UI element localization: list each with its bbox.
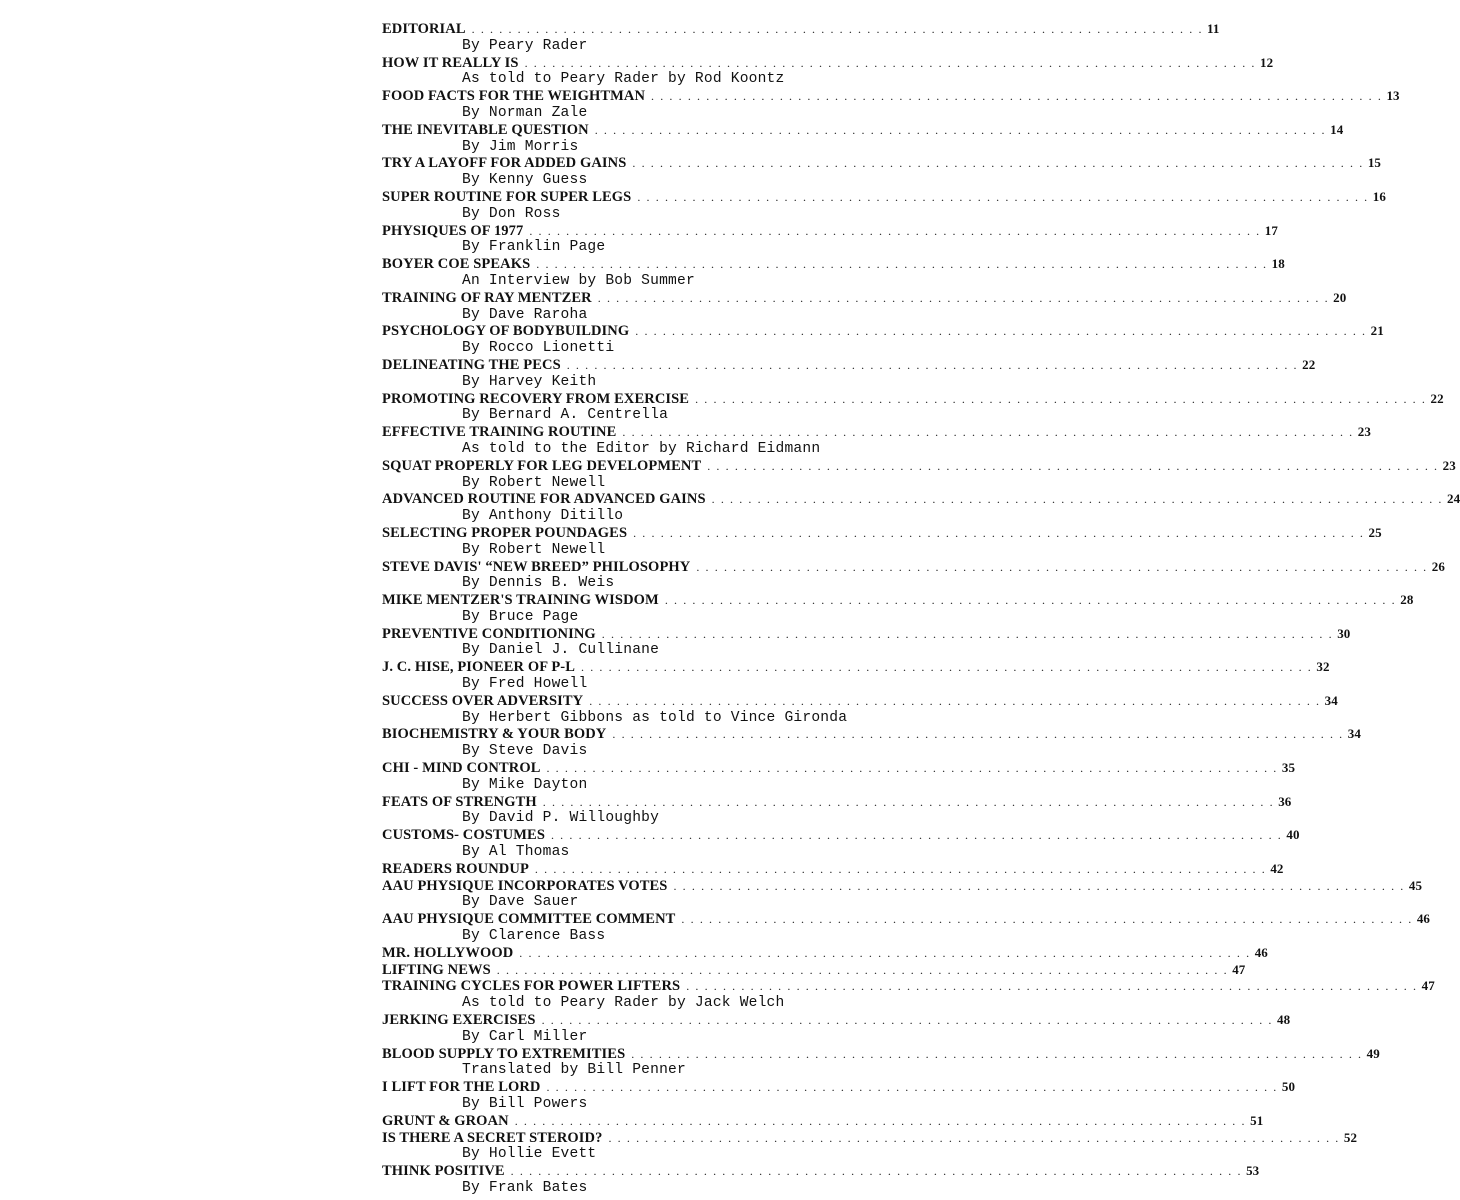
article-title: MIKE MENTZER'S TRAINING WISDOM: [382, 592, 659, 609]
article-title: PSYCHOLOGY OF BODYBUILDING: [382, 323, 630, 340]
toc-title-line: [382, 592, 1414, 609]
leader-dots: . . . . . . . . . . . . . . . . . . . . . . . . . . . . . . . . . . . . . . . . . . . . . . . . . . . . . . . . . . . . . . . . . . . . . . . . . . . . . . . .: [566, 357, 1299, 372]
toc-title-line: [382, 524, 1382, 542]
leader-dots: . . . . . . . . . . . . . . . . . . . . . . . . . . . . . . . . . . . . . . . . . . . . . . . . . . . . . . . . . . . . . . . . . . . . . . . . . . . . . . . .: [546, 761, 1278, 776]
toc-entry: [382, 944, 1268, 962]
leader-dots: . . . . . . . . . . . . . . . . . . . . . . . . . . . . . . . . . . . . . . . . . . . . . . . . . . . . . . . . . . . . . . . . . . . . . . . . . . . . . . . .: [632, 156, 1364, 171]
leader-dots: . . . . . . . . . . . . . . . . . . . . . . . . . . . . . . . . . . . . . . . . . . . . . . . . . . . . . . . . . . . . . . . . . . . . . . . . . . . . . . . .: [510, 1164, 1243, 1179]
leader-dots: . . . . . . . . . . . . . . . . . . . . . . . . . . . . . . . . . . . . . . . . . . . . . . . . . . . . . . . . . . . . . . . . . . . . . . . . . . . . . . . .: [673, 878, 1405, 893]
article-byline: By Peary Rader: [462, 37, 588, 54]
article-byline: By Bill Powers: [462, 1096, 588, 1112]
article-byline: By Don Ross: [462, 205, 561, 222]
leader-dots: . . . . . . . . . . . . . . . . . . . . . . . . . . . . . . . . . . . . . . . . . . . . . . . . . . . . . . . . . . . . . . . . . . . . . . . . . . . . . . . .: [695, 391, 1427, 406]
toc-title-line: [382, 21, 1220, 38]
leader-dots: . . . . . . . . . . . . . . . . . . . . . . . . . . . . . . . . . . . . . . . . . . . . . . . . . . . . . . . . . . . . . . . . . . . . . . . . . . . . . . . .: [622, 425, 1354, 440]
toc-title-line: [382, 625, 1351, 643]
leader-dots: . . . . . . . . . . . . . . . . . . . . . . . . . . . . . . . . . . . . . . . . . . . . . . . . . . . . . . . . . . . . . . . . . . . . . . . . . . . . . . . .: [681, 912, 1413, 927]
page-number: 45: [1408, 877, 1423, 893]
leader-dots: . . . . . . . . . . . . . . . . . . . . . . . . . . . . . . . . . . . . . . . . . . . . . . . . . . . . . . . . . . . . . . . . . . . . . . . . . . . . . . . .: [696, 559, 1428, 574]
toc-entry: [382, 524, 1382, 559]
toc-entry: [382, 1163, 1260, 1197]
article-byline: By Herbert Gibbons as told to Vince Gironda: [462, 709, 848, 726]
leader-dots: . . . . . . . . . . . . . . . . . . . . . . . . . . . . . . . . . . . . . . . . . . . . . . . . . . . . . . . . . . . . . . . . . . . . . . . . . . . . . . . .: [534, 861, 1267, 876]
toc-entry: [382, 491, 1460, 525]
article-byline: By Robert Newell: [462, 541, 606, 558]
toc-title-line: [382, 726, 1361, 743]
article-byline: By Dennis B. Weis: [462, 575, 615, 592]
article-byline: By Harvey Keith: [462, 373, 597, 390]
leader-dots: . . . . . . . . . . . . . . . . . . . . . . . . . . . . . . . . . . . . . . . . . . . . . . . . . . . . . . . . . . . . . . . . . . . . . . . . . . . . . . . .: [550, 828, 1283, 843]
page-number: 22: [1430, 390, 1444, 406]
page-number: 46: [1416, 911, 1431, 927]
toc-title-line: [382, 323, 1384, 340]
toc-entry: [382, 877, 1423, 912]
article-title: SUPER ROUTINE FOR SUPER LEGS: [382, 188, 632, 205]
page-number: 16: [1372, 188, 1386, 204]
page-number: 18: [1271, 256, 1285, 272]
toc-title-line: [382, 1012, 1291, 1029]
article-byline: By Kenny Guess: [462, 172, 588, 189]
toc-entry: [382, 323, 1384, 357]
toc-title-line: [382, 222, 1278, 240]
article-title: EDITORIAL: [382, 21, 466, 37]
article-byline: By Bernard A. Centrella: [462, 407, 669, 424]
toc-title-line: [382, 424, 1371, 441]
page-number: 36: [1278, 793, 1292, 809]
toc-entry: [382, 54, 1274, 89]
article-byline: By Al Thomas: [462, 844, 570, 861]
toc-title-line: [382, 256, 1285, 273]
toc-title-line: [382, 390, 1444, 408]
article-title: GRUNT & GROAN: [382, 1112, 509, 1129]
toc-entry: [382, 558, 1445, 593]
leader-dots: . . . . . . . . . . . . . . . . . . . . . . . . . . . . . . . . . . . . . . . . . . . . . . . . . . . . . . . . . . . . . . . . . . . . . . . . . . . . . . . .: [594, 122, 1327, 137]
toc-entry: [382, 289, 1347, 324]
toc-title-line: [382, 491, 1460, 508]
article-title: SUCCESS OVER ADVERSITY: [382, 692, 584, 709]
leader-dots: . . . . . . . . . . . . . . . . . . . . . . . . . . . . . . . . . . . . . . . . . . . . . . . . . . . . . . . . . . . . . . . . . . . . . . . . . . . . . . . .: [536, 257, 1268, 272]
article-byline: By Hollie Evett: [462, 1146, 597, 1163]
leader-dots: . . . . . . . . . . . . . . . . . . . . . . . . . . . . . . . . . . . . . . . . . . . . . . . . . . . . . . . . . . . . . . . . . . . . . . . . . . . . . . . .: [651, 89, 1383, 104]
toc-title-line: [382, 289, 1347, 307]
article-title: PREVENTIVE CONDITIONING: [382, 625, 596, 642]
toc-title-line: [382, 1129, 1358, 1147]
article-title: THINK POSITIVE: [382, 1163, 505, 1180]
page-number: 42: [1270, 860, 1284, 876]
article-byline: As told to Peary Rader by Rod Koontz: [462, 71, 785, 88]
leader-dots: . . . . . . . . . . . . . . . . . . . . . . . . . . . . . . . . . . . . . . . . . . . . . . . . . . . . . . . . . . . . . . . . . . . . . . . . . . . . . . . .: [597, 290, 1330, 305]
toc-title-line: [382, 88, 1400, 105]
leader-dots: . . . . . . . . . . . . . . . . . . . . . . . . . . . . . . . . . . . . . . . . . . . . . . . . . . . . . . . . . . . . . . . . . . . . . . . . . . . . . . . .: [542, 794, 1275, 809]
leader-dots: . . . . . . . . . . . . . . . . . . . . . . . . . . . . . . . . . . . . . . . . . . . . . . . . . . . . . . . . . . . . . . . . . . . . . . . . . . . . . . . .: [637, 189, 1369, 204]
leader-dots: . . . . . . . . . . . . . . . . . . . . . . . . . . . . . . . . . . . . . . . . . . . . . . . . . . . . . . . . . . . . . . . . . . . . . . . . . . . . . . . .: [546, 1080, 1278, 1095]
article-title: MR. HOLLYWOOD: [382, 944, 514, 961]
page-number: 34: [1324, 692, 1338, 708]
article-byline: By Norman Zale: [462, 104, 588, 121]
toc-title-line: [382, 692, 1338, 710]
toc-entry: [382, 726, 1361, 760]
toc-entry: [382, 827, 1300, 861]
leader-dots: . . . . . . . . . . . . . . . . . . . . . . . . . . . . . . . . . . . . . . . . . . . . . . . . . . . . . . . . . . . . . . . . . . . . . . . . . . . . . . . .: [601, 626, 1334, 641]
toc-title-line: [382, 188, 1386, 206]
article-title: HOW IT REALLY IS: [382, 54, 519, 71]
article-title: SELECTING PROPER POUNDAGES: [382, 524, 628, 541]
article-title: BLOOD SUPPLY TO EXTREMITIES: [382, 1045, 626, 1062]
page-number: 21: [1370, 323, 1384, 339]
page-number: 23: [1357, 424, 1371, 440]
toc-entry: [382, 256, 1285, 290]
toc-entry: [382, 21, 1220, 55]
page-number: 13: [1386, 88, 1400, 104]
toc-title-line: [382, 121, 1344, 139]
leader-dots: . . . . . . . . . . . . . . . . . . . . . . . . . . . . . . . . . . . . . . . . . . . . . . . . . . . . . . . . . . . . . . . . . . . . . . . . . . . . . . . .: [581, 660, 1313, 675]
article-title: BIOCHEMISTRY & YOUR BODY: [382, 726, 607, 743]
article-title: CHI - MIND CONTROL: [382, 760, 541, 777]
toc-entry: [382, 1045, 1380, 1080]
page-number: 48: [1277, 1012, 1291, 1028]
toc-title-line: [382, 1163, 1260, 1180]
toc-entry: [382, 222, 1278, 257]
toc-title-line: [382, 1112, 1264, 1130]
article-title: READERS ROUNDUP: [382, 860, 529, 877]
page-number: 20: [1333, 289, 1347, 305]
article-byline: By Clarence Bass: [462, 928, 606, 945]
leader-dots: . . . . . . . . . . . . . . . . . . . . . . . . . . . . . . . . . . . . . . . . . . . . . . . . . . . . . . . . . . . . . . . . . . . . . . . . . . . . . . . .: [496, 962, 1229, 977]
toc-title-line: [382, 944, 1268, 962]
toc-title-line: [382, 961, 1246, 979]
toc-title-line: [382, 911, 1431, 928]
leader-dots: . . . . . . . . . . . . . . . . . . . . . . . . . . . . . . . . . . . . . . . . . . . . . . . . . . . . . . . . . . . . . . . . . . . . . . . . . . . . . . . .: [519, 945, 1251, 960]
page-number: 15: [1367, 155, 1382, 171]
page-number: 14: [1330, 121, 1344, 137]
leader-dots: . . . . . . . . . . . . . . . . . . . . . . . . . . . . . . . . . . . . . . . . . . . . . . . . . . . . . . . . . . . . . . . . . . . . . . . . . . . . . . . .: [541, 1013, 1273, 1028]
article-title: SQUAT PROPERLY FOR LEG DEVELOPMENT: [382, 457, 702, 474]
toc-entry: [382, 88, 1400, 122]
toc-entry: [382, 424, 1371, 458]
toc-title-line: [382, 978, 1435, 995]
article-byline: By David P. Willoughby: [462, 810, 660, 827]
leader-dots: . . . . . . . . . . . . . . . . . . . . . . . . . . . . . . . . . . . . . . . . . . . . . . . . . . . . . . . . . . . . . . . . . . . . . . . . . . . . . . . .: [612, 727, 1344, 742]
article-byline: By Robert Newell: [462, 474, 606, 491]
toc-entry: [382, 860, 1284, 878]
toc-title-line: [382, 356, 1316, 374]
toc-entry: [382, 911, 1431, 945]
toc-entry: [382, 155, 1382, 189]
article-byline: By Mike Dayton: [462, 776, 588, 793]
toc-entry: [382, 978, 1435, 1012]
article-title: EFFECTIVE TRAINING ROUTINE: [382, 424, 617, 441]
toc-entry: [382, 592, 1414, 626]
toc-entry: [382, 356, 1316, 391]
toc-title-line: [382, 760, 1296, 777]
toc-entry: [382, 121, 1344, 156]
article-title: JERKING EXERCISES: [382, 1012, 536, 1029]
leader-dots: . . . . . . . . . . . . . . . . . . . . . . . . . . . . . . . . . . . . . . . . . . . . . . . . . . . . . . . . . . . . . . . . . . . . . . . . . . . . . . . .: [529, 223, 1261, 238]
article-title: AAU PHYSIQUE INCORPORATES VOTES: [382, 877, 668, 894]
article-byline: By Fred Howell: [462, 676, 588, 693]
toc-entry: [382, 961, 1246, 979]
article-title: J. C. HISE, PIONEER OF P-L: [382, 659, 575, 676]
article-title: BOYER COE SPEAKS: [382, 256, 531, 273]
leader-dots: . . . . . . . . . . . . . . . . . . . . . . . . . . . . . . . . . . . . . . . . . . . . . . . . . . . . . . . . . . . . . . . . . . . . . . . . . . . . . . . .: [633, 525, 1365, 540]
page-number: 23: [1442, 457, 1456, 473]
toc-entry: [382, 188, 1386, 223]
leader-dots: . . . . . . . . . . . . . . . . . . . . . . . . . . . . . . . . . . . . . . . . . . . . . . . . . . . . . . . . . . . . . . . . . . . . . . . . . . . . . . . .: [589, 693, 1321, 708]
page-number: 53: [1246, 1163, 1260, 1179]
page-number: 22: [1302, 356, 1316, 372]
article-byline: By Dave Raroha: [462, 306, 588, 323]
page-number: 34: [1347, 726, 1361, 742]
article-title: I LIFT FOR THE LORD: [382, 1079, 541, 1096]
page-number: 30: [1337, 625, 1351, 641]
toc-title-line: [382, 1079, 1296, 1096]
leader-dots: . . . . . . . . . . . . . . . . . . . . . . . . . . . . . . . . . . . . . . . . . . . . . . . . . . . . . . . . . . . . . . . . . . . . . . . . . . . . . . . .: [635, 324, 1367, 339]
page-number: 40: [1286, 827, 1300, 843]
toc-entry: [382, 659, 1330, 693]
leader-dots: . . . . . . . . . . . . . . . . . . . . . . . . . . . . . . . . . . . . . . . . . . . . . . . . . . . . . . . . . . . . . . . . . . . . . . . . . . . . . . . .: [471, 22, 1204, 36]
article-byline: As told to Peary Rader by Jack Welch: [462, 995, 785, 1012]
page-number: 24: [1447, 491, 1460, 507]
page-number: 28: [1400, 592, 1414, 608]
article-title: FEATS OF STRENGTH: [382, 793, 537, 810]
leader-dots: . . . . . . . . . . . . . . . . . . . . . . . . . . . . . . . . . . . . . . . . . . . . . . . . . . . . . . . . . . . . . . . . . . . . . . . . . . . . . . . .: [686, 979, 1418, 994]
toc-title-line: [382, 877, 1423, 895]
page-number: 11: [1207, 21, 1220, 36]
page-number: 35: [1281, 760, 1296, 776]
leader-dots: . . . . . . . . . . . . . . . . . . . . . . . . . . . . . . . . . . . . . . . . . . . . . . . . . . . . . . . . . . . . . . . . . . . . . . . . . . . . . . . .: [514, 1113, 1247, 1128]
page-number: 12: [1260, 54, 1274, 70]
leader-dots: . . . . . . . . . . . . . . . . . . . . . . . . . . . . . . . . . . . . . . . . . . . . . . . . . . . . . . . . . . . . . . . . . . . . . . . . . . . . . . . .: [631, 1046, 1363, 1061]
page-number: 51: [1250, 1112, 1264, 1128]
toc-title-line: [382, 558, 1445, 576]
article-byline: An Interview by Bob Summer: [462, 272, 695, 289]
toc-entry: [382, 1129, 1358, 1164]
article-title: DELINEATING THE PECS: [382, 356, 561, 373]
table-of-contents: [382, 21, 1460, 1197]
toc-entry: [382, 1012, 1291, 1046]
leader-dots: . . . . . . . . . . . . . . . . . . . . . . . . . . . . . . . . . . . . . . . . . . . . . . . . . . . . . . . . . . . . . . . . . . . . . . . . . . . . . . . .: [608, 1130, 1340, 1145]
toc-entry: [382, 1079, 1296, 1113]
article-byline: By Anthony Ditillo: [462, 508, 624, 525]
toc-entry: [382, 457, 1456, 492]
article-title: FOOD FACTS FOR THE WEIGHTMAN: [382, 88, 646, 105]
toc-entry: [382, 625, 1351, 660]
article-title: TRAINING OF RAY MENTZER: [382, 289, 592, 306]
page-number: 25: [1368, 524, 1382, 540]
toc-title-line: [382, 793, 1292, 811]
article-byline: By Daniel J. Cullinane: [462, 642, 660, 659]
toc-title-line: [382, 155, 1382, 172]
toc-title-line: [382, 827, 1300, 844]
article-title: TRAINING CYCLES FOR POWER LIFTERS: [382, 978, 681, 995]
page-number: 32: [1316, 659, 1330, 675]
article-title: AAU PHYSIQUE COMMITTEE COMMENT: [382, 911, 676, 928]
article-byline: By Dave Sauer: [462, 894, 579, 911]
article-byline: Translated by Bill Penner: [462, 1062, 686, 1079]
toc-entry: [382, 1112, 1264, 1130]
article-title: ADVANCED ROUTINE FOR ADVANCED GAINS: [382, 491, 706, 508]
toc-title-line: [382, 457, 1456, 475]
page-number: 49: [1366, 1045, 1380, 1061]
page-number: 26: [1431, 558, 1445, 574]
toc-title-line: [382, 1045, 1380, 1063]
page-number: 47: [1232, 961, 1246, 977]
toc-entry: [382, 692, 1338, 727]
toc-title-line: [382, 659, 1330, 676]
leader-dots: . . . . . . . . . . . . . . . . . . . . . . . . . . . . . . . . . . . . . . . . . . . . . . . . . . . . . . . . . . . . . . . . . . . . . . . . . . . . . . . .: [711, 492, 1444, 507]
article-title: PHYSIQUES OF 1977: [382, 222, 524, 239]
article-title: THE INEVITABLE QUESTION: [382, 121, 589, 138]
article-title: LIFTING NEWS: [382, 961, 491, 978]
article-byline: By Steve Davis: [462, 743, 588, 760]
page-number: 17: [1264, 222, 1278, 238]
article-byline: By Franklin Page: [462, 239, 606, 256]
article-byline: By Carl Miller: [462, 1028, 588, 1045]
toc-title-line: [382, 860, 1284, 878]
page-number: 50: [1281, 1079, 1296, 1095]
article-title: STEVE DAVIS' “NEW BREED” PHILOSOPHY: [382, 558, 691, 575]
leader-dots: . . . . . . . . . . . . . . . . . . . . . . . . . . . . . . . . . . . . . . . . . . . . . . . . . . . . . . . . . . . . . . . . . . . . . . . . . . . . . . . .: [664, 593, 1397, 608]
article-byline: By Frank Bates: [462, 1179, 588, 1196]
page-number: 47: [1421, 978, 1435, 994]
article-title: IS THERE A SECRET STEROID?: [382, 1129, 603, 1146]
article-title: CUSTOMS- COSTUMES: [382, 827, 545, 844]
toc-entry: [382, 390, 1444, 425]
article-byline: As told to the Editor by Richard Eidmann: [462, 440, 821, 457]
article-byline: By Bruce Page: [462, 608, 579, 625]
article-title: TRY A LAYOFF FOR ADDED GAINS: [382, 155, 627, 172]
article-byline: By Rocco Lionetti: [462, 340, 615, 357]
page-number: 52: [1343, 1129, 1358, 1145]
page-number: 46: [1254, 944, 1268, 960]
leader-dots: . . . . . . . . . . . . . . . . . . . . . . . . . . . . . . . . . . . . . . . . . . . . . . . . . . . . . . . . . . . . . . . . . . . . . . . . . . . . . . . .: [524, 55, 1256, 70]
toc-title-line: [382, 54, 1274, 72]
article-title: PROMOTING RECOVERY FROM EXERCISE: [382, 390, 690, 407]
toc-entry: [382, 793, 1292, 828]
leader-dots: . . . . . . . . . . . . . . . . . . . . . . . . . . . . . . . . . . . . . . . . . . . . . . . . . . . . . . . . . . . . . . . . . . . . . . . . . . . . . . . .: [707, 458, 1439, 473]
article-byline: By Jim Morris: [462, 138, 579, 155]
toc-entry: [382, 760, 1296, 794]
